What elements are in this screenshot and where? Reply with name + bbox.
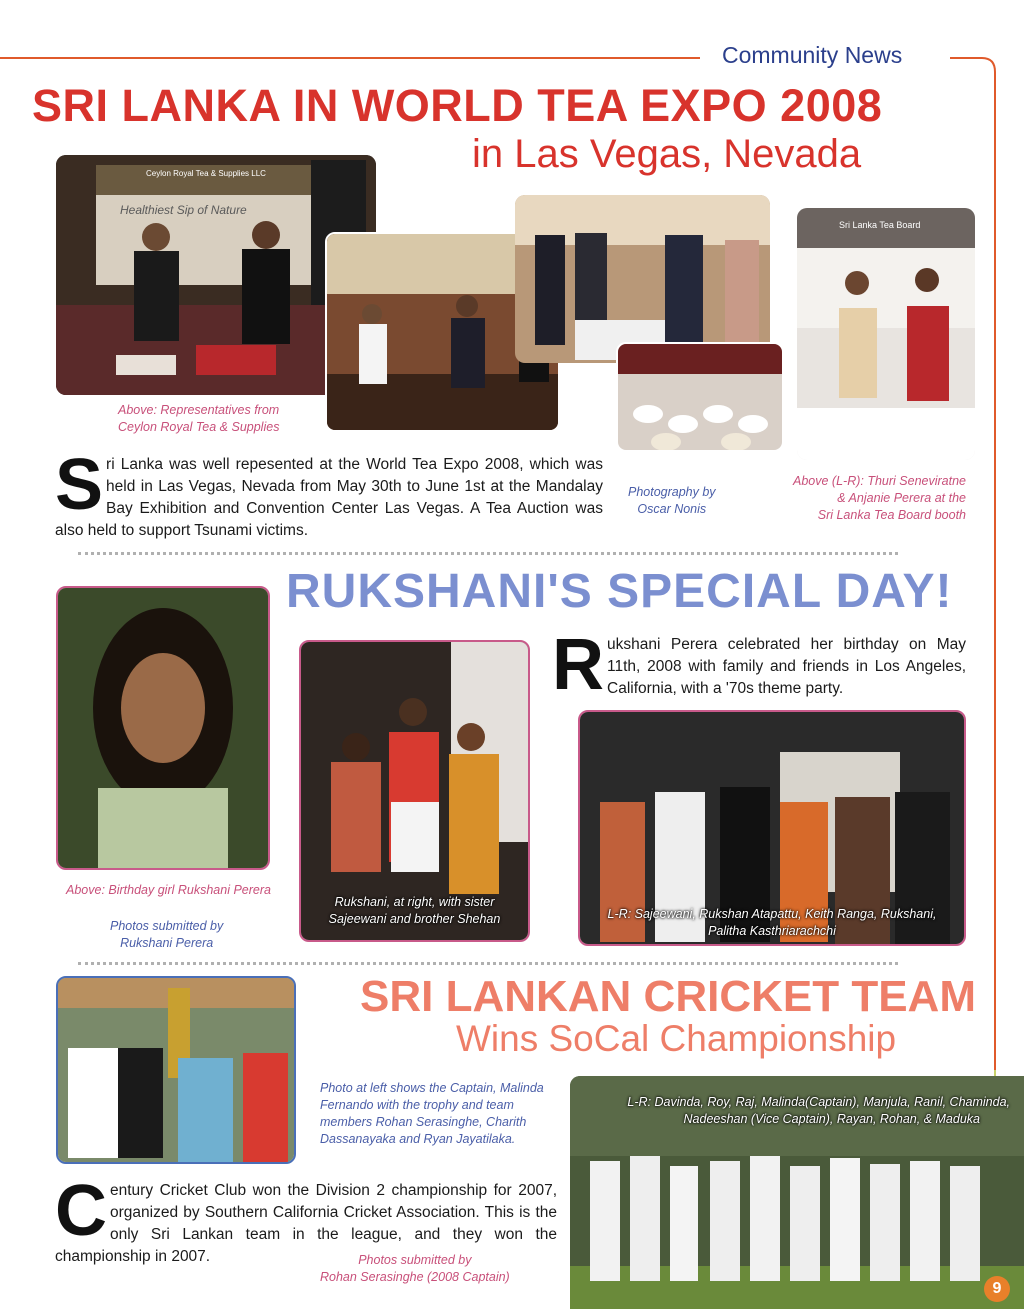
- divider-2: [78, 962, 898, 965]
- sister-photo: [299, 640, 530, 942]
- page-number: 9: [984, 1276, 1010, 1302]
- tea-board-photo: [797, 208, 975, 460]
- team-caption: L-R: Davinda, Roy, Raj, Malinda(Captain), Manjula, Ranil, Chaminda, Nadeeshan (Vice Captain), Rayan, Rohan, & Maduka: [627, 1095, 1010, 1126]
- auction-photo: [515, 195, 770, 363]
- tea-board-image: [797, 208, 975, 460]
- divider-1: [78, 552, 898, 555]
- cricket-photo-caption: Photo at left shows the Captain, Malinda Fernando with the trophy and team members Rohan Serasinghe, Charith Dassanayaka and Ryan Jayatilaka.: [320, 1081, 544, 1146]
- tea-expo-subtitle: in Las Vegas, Nevada: [472, 132, 862, 176]
- tea-cups-photo: [616, 342, 784, 452]
- dropcap-c: C: [55, 1171, 107, 1251]
- rukshani-article: Rukshani Perera celebrated her birthday on May 11th, 2008 with family and friends in Los Angeles, California, with a '70s theme party.: [552, 625, 966, 705]
- tea-expo-credit: Photography by Oscar Nonis: [628, 485, 716, 516]
- cricket-title: SRI LANKAN CRICKET TEAM: [360, 972, 976, 1021]
- party-group-photo: [578, 710, 966, 946]
- section-label: Community News: [722, 42, 903, 68]
- auction-image: [515, 195, 770, 363]
- cricket-article: Century Cricket Club won the Division 2 championship for 2007, organized by Southern California Cricket Association. This is the only Sri Lankan team in the league, and they won the championship in 2007.: [55, 1171, 557, 1265]
- portrait-photo: [56, 586, 270, 870]
- cricket-credit: Photos submitted by Rohan Serasinghe (2008 Captain): [320, 1253, 510, 1284]
- cricket-subtitle: Wins SoCal Championship: [456, 1018, 897, 1059]
- booth-caption: Above: Representatives from Ceylon Royal Tea & Supplies: [118, 403, 280, 434]
- booth-banner: Healthiest Sip of Nature: [120, 203, 247, 217]
- trophy-image: [58, 978, 294, 1162]
- rukshani-title: RUKSHANI'S SPECIAL DAY!: [286, 565, 953, 618]
- tea-board-sign: Sri Lanka Tea Board: [839, 220, 921, 230]
- dropcap-s: S: [55, 445, 104, 525]
- tea-expo-article: Sri Lanka was well repesented at the World Tea Expo 2008, which was held in Las Vegas, Nevada from May 30th to June 1st at the Mandalay Bay Exhibition and Convention Center Las Vegas. A Tea Auction was also held to support Tsunami victims.: [55, 445, 603, 539]
- portrait-image: [58, 588, 268, 868]
- rukshani-credit: Photos submitted by Rukshani Perera: [110, 919, 224, 950]
- tea-board-caption: Above (L-R): Thuri Seneviratne & Anjanie Perera at the Sri Lanka Tea Board booth: [793, 474, 966, 522]
- party-group-caption: L-R: Sajeewani, Rukshan Atapattu, Keith Ranga, Rukshani, Palitha Kasthriarachchi: [607, 907, 937, 938]
- tea-cups-image: [618, 344, 784, 452]
- dropcap-r: R: [552, 625, 604, 705]
- portrait-caption: Above: Birthday girl Rukshani Perera: [66, 883, 271, 897]
- team-photo: [570, 1076, 1024, 1309]
- sister-caption: Rukshani, at right, with sister Sajeewani and brother Shehan: [328, 895, 501, 926]
- tea-expo-title: SRI LANKA IN WORLD TEA EXPO 2008: [32, 80, 883, 131]
- booth-sign: Ceylon Royal Tea & Supplies LLC: [146, 169, 266, 178]
- trophy-photo: [56, 976, 296, 1164]
